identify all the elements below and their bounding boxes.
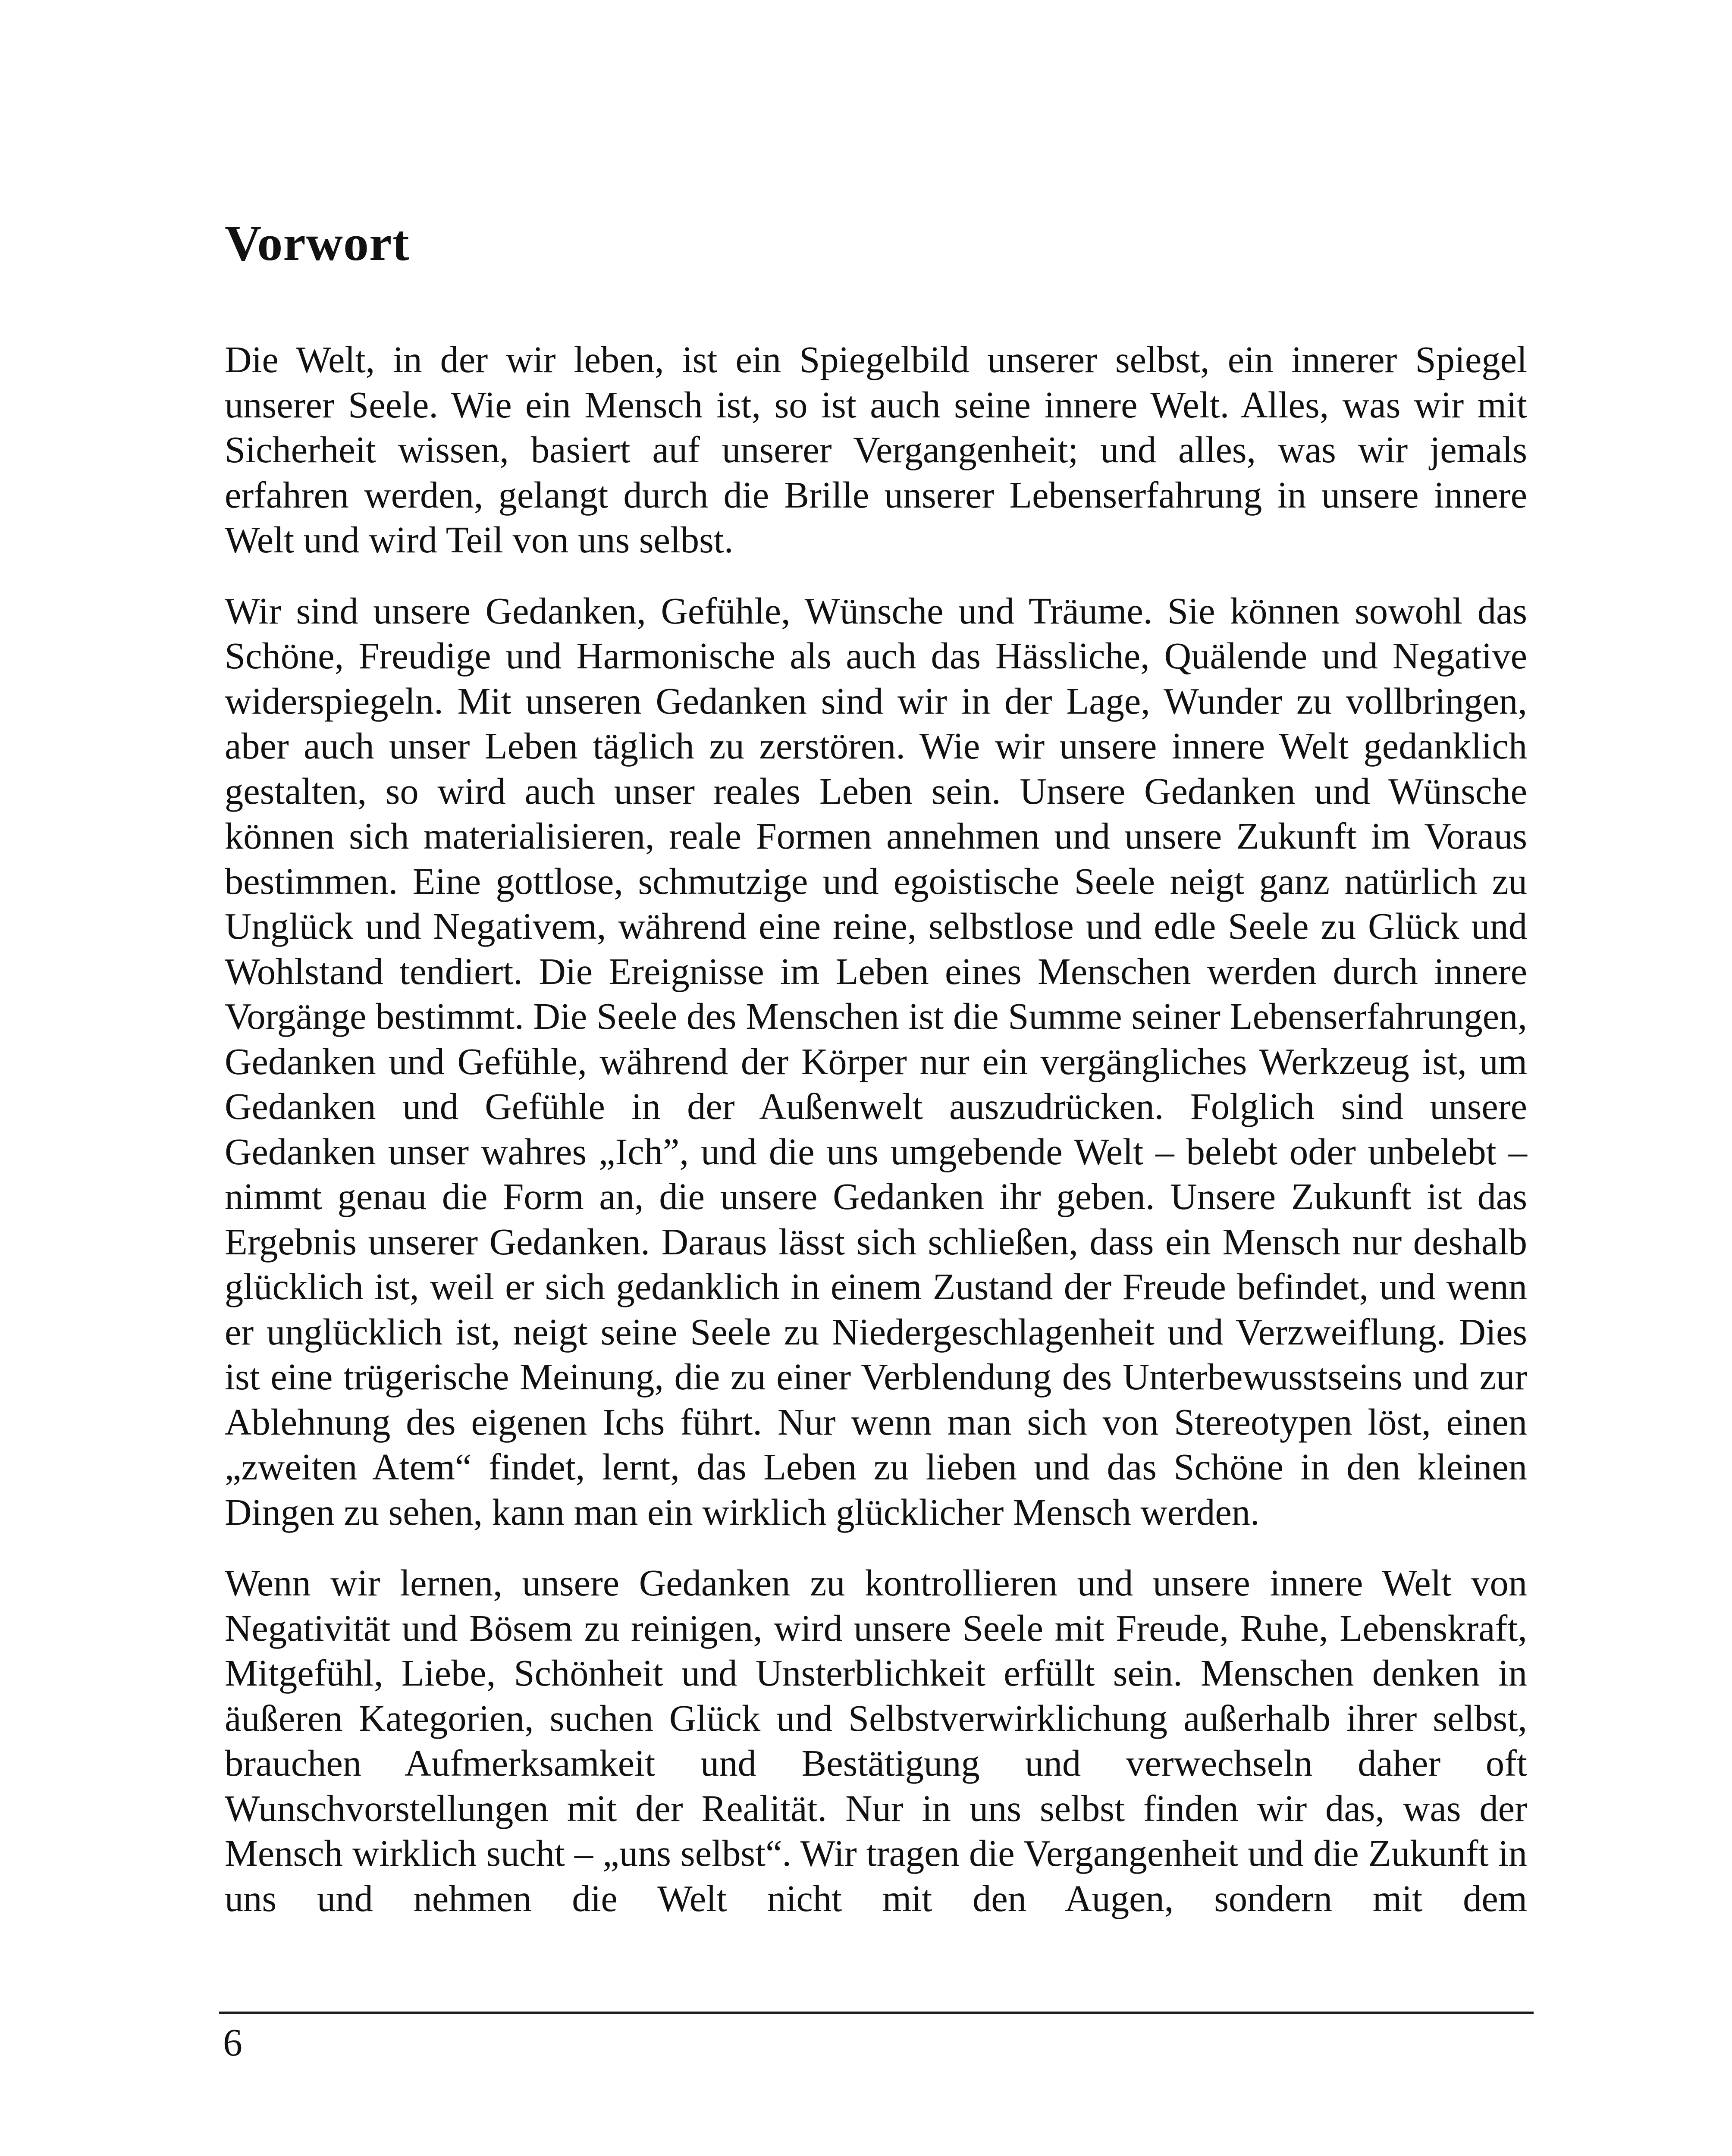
paragraph-2: Wir sind unsere Gedanken, Gefühle, Wünsche und Träume. Sie können sowohl das Schöne, Freudige und Harmonische als auch das Hässliche, Quälende und Negative widerspiegeln. Mit unseren Gedanken sind wir in der Lage, Wunder zu vollbringen, aber auch unser Leben täglich zu zerstören. Wie wir unsere innere Welt gedanklich gestalten, so wird auch unser reales Leben sein. Unsere Gedanken und Wünsche können sich materialisieren, reale Formen annehmen und unsere Zukunft im Voraus bestimmen. Eine gottlose, schmutzige und egoistische Seele neigt ganz natürlich zu Unglück und Negativem, während eine reine, selbstlose und edle Seele zu Glück und Wohlstand tendiert. Die Ereignisse im Leben eines Menschen werden durch innere Vorgänge bestimmt. Die Seele des Menschen ist die Summe seiner Lebenserfahrungen, Gedanken und Gefühle, während der Körper nur ein vergängliches Werkzeug ist, um Gedanken und Gefühle in der Außenwelt auszudrücken. Folglich sind unsere Gedanken unser wahres „Ich”, und die uns umgebende Welt – belebt oder unbelebt – nimmt genau die Form an, die unsere Gedanken ihr geben. Unsere Zukunft ist das Ergebnis unserer Gedanken. Daraus lässt sich schließen, dass ein Mensch nur deshalb glücklich ist, weil er sich gedanklich in einem Zustand der Freude befindet, und wenn er unglücklich ist, neigt seine Seele zu Niedergeschlagenheit und Verzweiflung. Dies ist eine trügerische Meinung, die zu einer Verblendung des Unterbewusstseins und zur Ablehnung des eigenen Ichs führt. Nur wenn man sich von Stereotypen löst, einen „zweiten Atem“ findet, lernt, das Leben zu lieben und das Schöne in den kleinen Dingen zu sehen, kann man ein wirklich glücklicher Mensch werden. xyxy=(225,590,1527,1533)
page-title: Vorwort xyxy=(225,215,410,271)
body-text xyxy=(225,337,1527,1921)
paragraph-3: Wenn wir lernen, unsere Gedanken zu kontrollieren und unsere innere Welt von Negativität und Bösem zu reinigen, wird unsere Seele mit Freude, Ruhe, Lebenskraft, Mitgefühl, Liebe, Schönheit und Unsterblichkeit erfüllt sein. Menschen denken in äußeren Kategorien, suchen Glück und Selbstverwirklichung außerhalb ihrer selbst, brauchen Aufmerksamkeit und Bestätigung und verwechseln daher oft Wunschvorstellungen mit der Realität. Nur in uns selbst finden wir das, was der Mensch wirklich sucht – „uns selbst“. Wir tragen die Vergangenheit und die Zukunft in uns und nehmen die Welt nicht mit den Augen, sondern mit dem xyxy=(225,1562,1527,1919)
paragraph-1: Die Welt, in der wir leben, ist ein Spiegelbild unserer selbst, ein innerer Spiegel unserer Seele. Wie ein Mensch ist, so ist auch seine innere Welt. Alles, was wir mit Sicherheit wissen, basiert auf unserer Vergangenheit; und alles, was wir jemals erfahren werden, gelangt durch die Brille unserer Lebenserfahrung in unsere innere Welt und wird Teil von uns selbst. xyxy=(225,339,1527,561)
page-number: 6 xyxy=(223,2021,242,2064)
footer-divider xyxy=(219,2012,1534,2014)
